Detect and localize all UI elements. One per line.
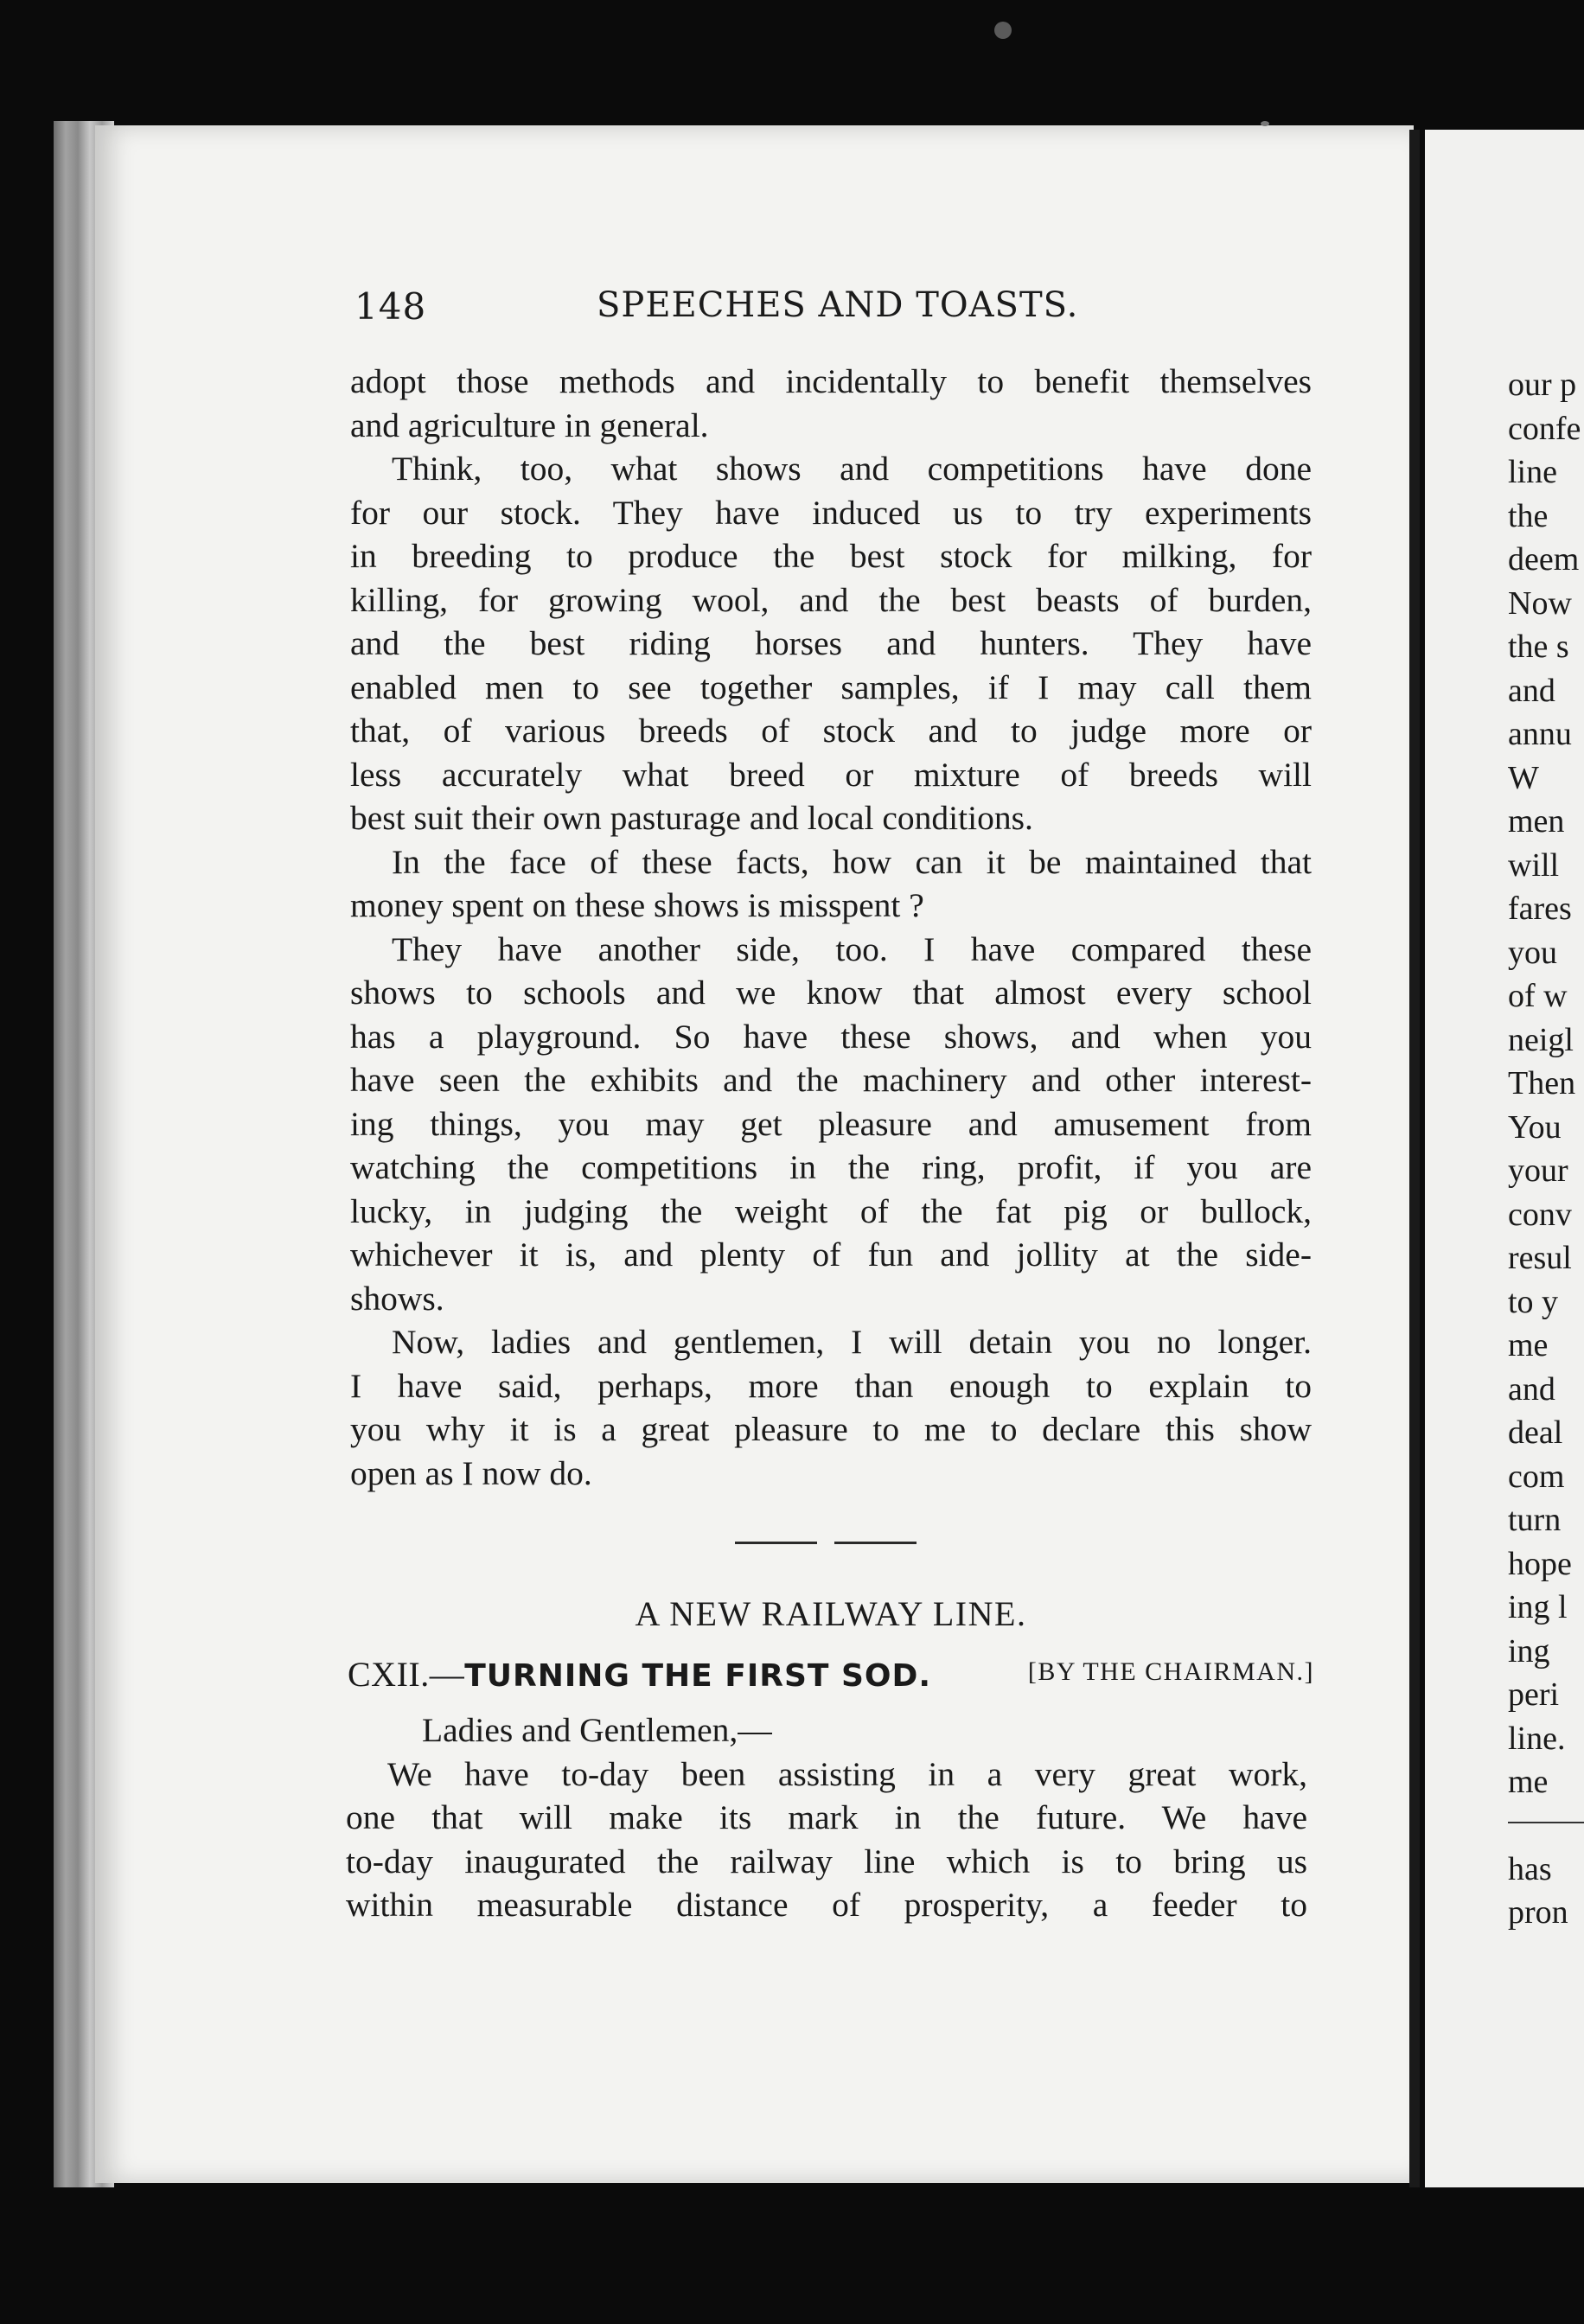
text-line: less accurately what breed or mixture of breeds will [350, 755, 1312, 794]
facing-page-line: the [1508, 497, 1549, 534]
facing-page-line: me [1508, 1327, 1549, 1363]
text-line: open as I now do. [350, 1453, 592, 1492]
page-number: 148 [354, 285, 427, 328]
facing-page-line: men [1508, 803, 1565, 840]
speech-subheading [348, 1654, 1314, 1695]
text-line: We have to-day been assisting in a very great work, [387, 1754, 1307, 1793]
facing-page-line: our p [1508, 367, 1577, 403]
facing-page-line: the s [1508, 629, 1569, 665]
text-line: has a playground. So have these shows, and when you [350, 1017, 1312, 1056]
facing-page-line: ing [1508, 1632, 1550, 1670]
text-line: ing things, you may get pleasure and amusement from [350, 1104, 1312, 1143]
facing-page-line: has [1508, 1850, 1552, 1887]
facing-page-line: com [1508, 1458, 1565, 1495]
salutation: Ladies and Gentlemen,— [422, 1711, 772, 1749]
section-divider [735, 1542, 917, 1547]
facing-page-line: of w [1508, 978, 1568, 1014]
text-line: best suit their own pasturage and local conditions. [350, 799, 1033, 837]
facing-page-line: conv [1508, 1196, 1572, 1233]
facing-page-line: You [1508, 1108, 1562, 1146]
speech-byline: [BY THE CHAIRMAN.] [1027, 1657, 1314, 1686]
text-line: lucky, in judging the weight of the fat pig or bullock, [350, 1191, 1312, 1230]
facing-page-line: deal [1508, 1414, 1563, 1451]
facing-page-line: W [1508, 759, 1539, 796]
facing-page-line: deem [1508, 541, 1580, 578]
facing-page-line: turn [1508, 1502, 1562, 1538]
text-line: to-day inaugurated the railway line which is to bring us [346, 1842, 1307, 1880]
book-gutter [1409, 130, 1420, 2187]
scan-speck [1261, 121, 1269, 126]
text-line: have seen the exhibits and the machinery and other interest- [350, 1061, 1312, 1099]
speech-title: TURNING THE FIRST SOD. [464, 1658, 932, 1694]
paragraph [350, 928, 1312, 1321]
text-line: and agriculture in general. [350, 405, 709, 444]
text-line: you why it is a great pleasure to me to declare this show [350, 1410, 1312, 1448]
text-line: In the face of these facts, how can it be maintained that [392, 842, 1312, 881]
speech-paragraph [346, 1753, 1307, 1927]
running-header [354, 285, 1306, 337]
text-line: whichever it is, and plenty of fun and jollity at the side- [350, 1235, 1312, 1274]
text-line: killing, for growing wool, and the best beasts of burden, [350, 580, 1312, 619]
speech-number: CXII.— [348, 1655, 465, 1694]
facing-page-line: Then [1508, 1065, 1576, 1101]
paragraph [350, 447, 1312, 840]
facing-page-line: hope [1508, 1545, 1572, 1582]
section-heading: A NEW RAILWAY LINE. [635, 1594, 1027, 1633]
text-line: watching the competitions in the ring, profit, if you are [350, 1148, 1312, 1186]
facing-page-line: and [1508, 672, 1555, 709]
running-title: SPEECHES AND TOASTS. [597, 285, 1079, 325]
facing-page-line: neigl [1508, 1021, 1574, 1058]
paragraph [350, 840, 1312, 928]
facing-page-line: will [1508, 846, 1560, 884]
text-line: enabled men to see together samples, if I may call them [350, 667, 1312, 706]
scan-speck [994, 22, 1012, 39]
paragraph [350, 360, 1312, 447]
text-line: shows. [350, 1279, 444, 1318]
facing-page-line: me [1508, 1764, 1549, 1800]
facing-page-line: confe [1508, 410, 1581, 447]
text-line: one that will make its mark in the future. We have [346, 1798, 1307, 1836]
facing-page-line: pron [1508, 1894, 1568, 1931]
facing-page-line: annu [1508, 716, 1572, 752]
text-line: for our stock. They have induced us to try experiments [350, 493, 1312, 532]
facing-page-line: you [1508, 934, 1557, 971]
facing-page-line: your [1508, 1152, 1568, 1189]
body-text [350, 360, 1312, 1495]
text-line: adopt those methods and incidentally to benefit themselves [350, 362, 1312, 400]
text-line: Now, ladies and gentlemen, I will detain you no longer. [392, 1323, 1312, 1361]
facing-page-line: resul [1508, 1240, 1572, 1276]
facing-page-line: and [1508, 1370, 1555, 1408]
text-line: I have said, perhaps, more than enough to explain to [350, 1366, 1312, 1405]
text-line: and the best riding horses and hunters. They have [350, 624, 1312, 662]
facing-page-line: peri [1508, 1676, 1560, 1713]
facing-page-line: fares [1508, 891, 1572, 927]
speech-text [346, 1708, 1307, 1927]
paragraph [350, 1320, 1312, 1495]
text-line: that, of various breeds of stock and to judge more or [350, 712, 1312, 750]
text-line: within measurable distance of prosperity, a feeder to [346, 1886, 1307, 1924]
text-line: shows to schools and we know that almost every school [350, 974, 1312, 1012]
facing-page-line: ing l [1508, 1589, 1568, 1625]
facing-page-rule [1508, 1804, 1584, 1848]
facing-page-line: line [1508, 454, 1557, 490]
text-line: They have another side, too. I have compared these [392, 929, 1312, 968]
facing-page-text [1508, 363, 1584, 1935]
facing-page-line: Now [1508, 584, 1572, 622]
text-line: money spent on these shows is misspent ? [350, 886, 924, 924]
facing-page-line: line. [1508, 1720, 1566, 1757]
text-line: in breeding to produce the best stock for milking, for [350, 537, 1312, 575]
facing-page-line: to y [1508, 1283, 1559, 1320]
text-line: Think, too, what shows and competitions have done [392, 450, 1312, 488]
